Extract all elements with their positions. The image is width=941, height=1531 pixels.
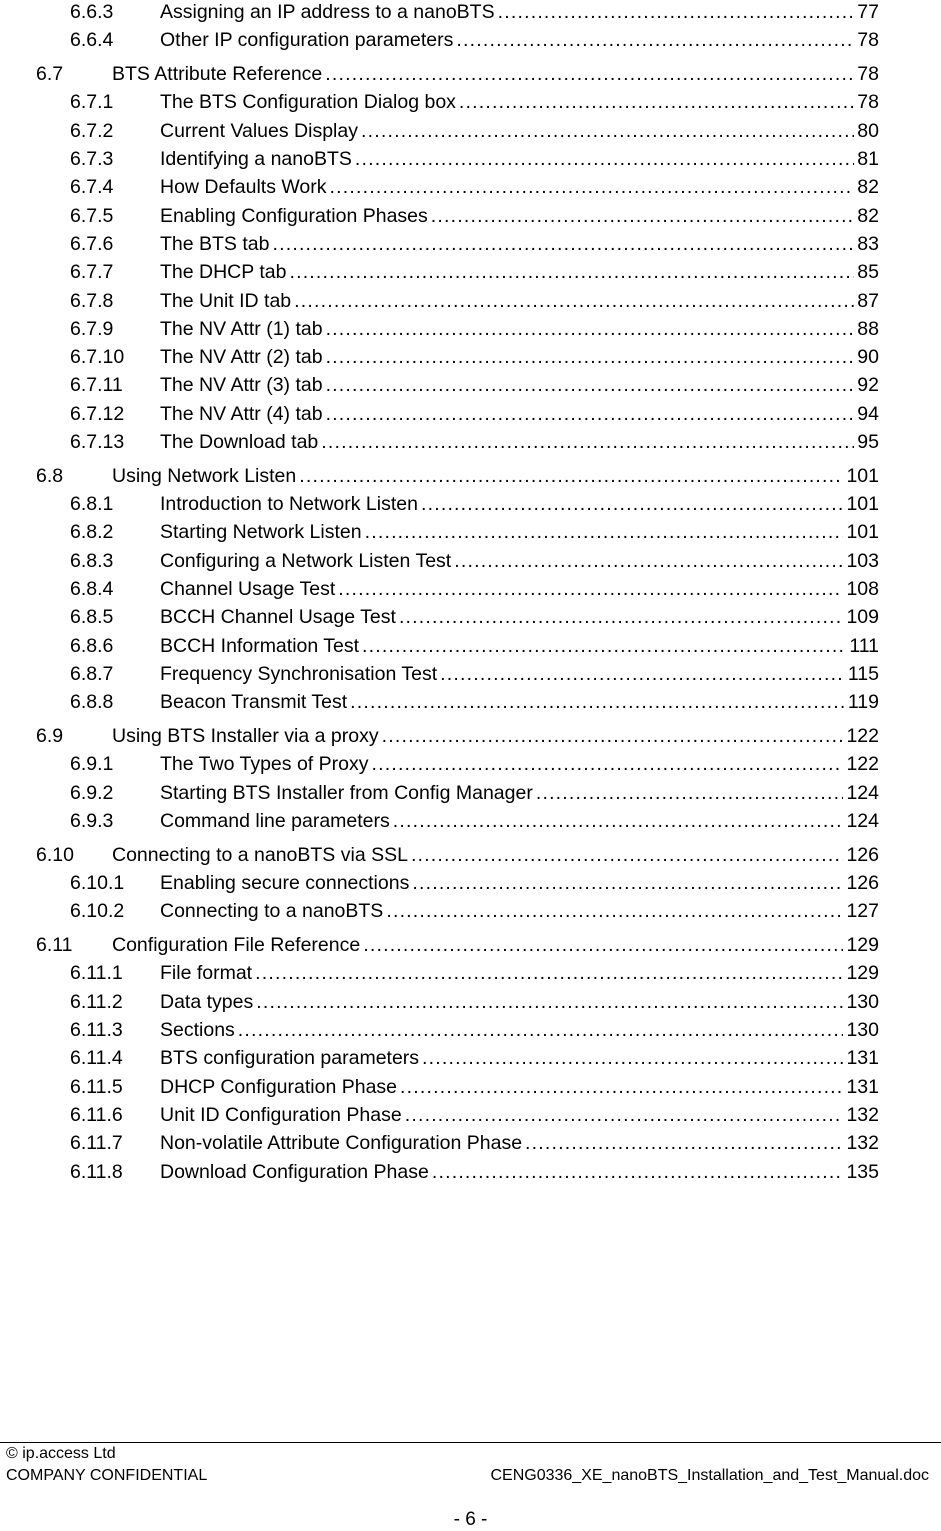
toc-entry-line — [160, 576, 879, 602]
toc-entry-title: Configuring a Network Listen Test — [160, 549, 452, 572]
toc-entry-number: 6.11.3 — [70, 1019, 123, 1041]
toc-dot-leader — [363, 932, 843, 958]
toc-dot-leader — [454, 548, 843, 574]
toc-entry-page: 94 — [857, 402, 879, 425]
toc-dot-leader — [338, 576, 843, 602]
toc-entry-line — [160, 288, 879, 314]
toc-entry-title: Using BTS Installer via a proxy — [112, 725, 379, 747]
toc-entry-line — [160, 89, 879, 115]
toc-entry-title: The Two Types of Proxy — [160, 753, 369, 776]
toc-entry-page: 131 — [846, 1047, 879, 1070]
toc-entry-title: BTS configuration parameters — [160, 1047, 420, 1070]
footer-document-name: CENG0336_XE_nanoBTS_Installation_and_Test_Manual.doc — [490, 1467, 929, 1484]
toc-entry-line — [160, 751, 879, 777]
toc-entry-number: 6.8.6 — [70, 634, 114, 657]
toc-entry[interactable] — [0, 372, 941, 398]
toc-entry-line — [160, 633, 879, 659]
toc-entry-page: 78 — [857, 29, 879, 52]
toc-entry-page: 90 — [857, 346, 879, 369]
toc-entry[interactable] — [0, 870, 941, 896]
toc-entry-title: Enabling Configuration Phases — [160, 204, 428, 227]
toc-entry-title: Starting Network Listen — [160, 521, 362, 544]
toc-entry[interactable] — [0, 751, 941, 777]
toc-entry-page: 103 — [846, 549, 879, 572]
toc-entry-page: 130 — [846, 990, 879, 1013]
toc-dot-leader — [355, 146, 854, 172]
toc-entry-page: 101 — [846, 521, 879, 544]
toc-entry-title: Download Configuration Phase — [160, 1160, 429, 1183]
toc-entry-number: 6.7.3 — [70, 148, 114, 170]
toc-entry-page: 122 — [846, 753, 879, 776]
page-number: - 6 - — [453, 1509, 488, 1530]
toc-dot-leader — [326, 372, 855, 398]
toc-dot-leader — [299, 463, 843, 489]
toc-dot-leader — [371, 751, 843, 777]
toc-entry[interactable] — [0, 932, 941, 958]
toc-dot-leader — [405, 1102, 844, 1128]
toc-entry-line — [160, 203, 879, 229]
toc-entry-page: 122 — [846, 725, 879, 747]
toc-entry-line — [160, 1074, 879, 1100]
toc-entry-title: The NV Attr (2) tab — [160, 346, 323, 369]
toc-entry-title: Assigning an IP address to a nanoBTS — [160, 1, 495, 23]
toc-entry-page: 80 — [857, 119, 879, 142]
toc-entry-title: Connecting to a nanoBTS — [160, 900, 384, 923]
toc-entry[interactable] — [0, 146, 941, 172]
toc-entry-line — [160, 989, 879, 1015]
toc-entry[interactable] — [0, 780, 941, 806]
toc-entry[interactable] — [0, 989, 941, 1015]
toc-dot-leader — [386, 898, 843, 924]
toc-entry-number: 6.7.6 — [70, 232, 114, 255]
toc-dot-leader — [440, 661, 845, 687]
toc-entry-line — [160, 661, 879, 687]
toc-entry-page: 92 — [857, 374, 879, 397]
toc-entry[interactable] — [0, 89, 941, 115]
toc-entry-number: 6.9 — [36, 725, 64, 747]
toc-entry-page: 83 — [857, 232, 879, 255]
toc-entry[interactable] — [0, 604, 941, 630]
toc-entry-number: 6.8.2 — [70, 521, 114, 544]
toc-entry-title: BCCH Information Test — [160, 634, 360, 657]
toc-entry-title: The BTS tab — [160, 232, 270, 255]
toc-entry-title: Connecting to a nanoBTS via SSL — [112, 843, 408, 866]
toc-entry-page: 78 — [857, 63, 879, 86]
toc-dot-leader — [325, 61, 854, 87]
toc-entry-page: 108 — [846, 578, 879, 600]
footer-copyright: © ip.access Ltd — [6, 1445, 116, 1462]
toc-entry-line — [112, 463, 879, 489]
toc-entry-line — [160, 604, 879, 630]
toc-entry-line — [160, 780, 879, 806]
toc-entry-title: The NV Attr (4) tab — [160, 402, 323, 425]
toc-dot-leader — [400, 1074, 843, 1100]
toc-entry-number: 6.11.4 — [70, 1047, 123, 1070]
toc-entry-line — [160, 146, 879, 172]
toc-entry-number: 6.9.1 — [70, 753, 114, 776]
toc-dot-leader — [431, 203, 855, 229]
toc-entry-title: Introduction to Network Listen — [160, 493, 418, 516]
toc-entry-page: 132 — [846, 1103, 879, 1126]
toc-entry[interactable] — [0, 463, 941, 489]
toc-entry-page: 78 — [857, 91, 879, 114]
toc-entry[interactable] — [0, 1017, 941, 1043]
toc-entry-line — [112, 842, 879, 868]
toc-entry-line — [160, 344, 879, 370]
toc-entry-title: Unit ID Configuration Phase — [160, 1103, 402, 1126]
toc-entry-number: 6.6.4 — [70, 29, 114, 52]
toc-entry-page: 81 — [857, 148, 879, 170]
toc-dot-leader — [272, 231, 854, 257]
toc-entry-number: 6.11.2 — [70, 990, 123, 1013]
toc-entry-number: 6.7 — [36, 63, 64, 86]
toc-entry-title: How Defaults Work — [160, 176, 327, 199]
toc-entry-title: Current Values Display — [160, 119, 358, 142]
toc-entry[interactable] — [0, 203, 941, 229]
toc-entry[interactable] — [0, 0, 941, 25]
toc-entry-page: 82 — [857, 204, 879, 227]
toc-entry-line — [160, 401, 879, 427]
toc-entry-page: 115 — [847, 662, 879, 685]
toc-entry-number: 6.10.1 — [70, 872, 125, 894]
toc-entry-number: 6.8 — [36, 464, 64, 487]
toc-entry-page: 82 — [857, 176, 879, 199]
toc-dot-leader — [238, 1017, 844, 1043]
toc-entry-line — [160, 1017, 879, 1043]
toc-entry-page: 111 — [849, 634, 879, 657]
toc-entry-title: The NV Attr (1) tab — [160, 317, 323, 340]
toc-entry-number: 6.8.1 — [70, 493, 114, 516]
toc-dot-leader — [326, 344, 855, 370]
toc-entry-number: 6.7.2 — [70, 119, 114, 142]
toc-entry-title: Beacon Transmit Test — [160, 691, 348, 714]
toc-entry-page: 124 — [846, 781, 879, 804]
toc-dot-leader — [536, 780, 844, 806]
toc-dot-leader — [294, 288, 854, 314]
toc-entry[interactable] — [0, 61, 941, 87]
toc-entry-line — [112, 723, 879, 749]
toc-entry-number: 6.9.2 — [70, 781, 114, 804]
toc-entry-page: 88 — [857, 317, 879, 340]
toc-entry-page: 135 — [846, 1160, 879, 1183]
toc-dot-leader — [255, 960, 843, 986]
toc-entry-line — [160, 1130, 879, 1156]
toc-entry-number: 6.11.6 — [70, 1103, 123, 1126]
toc-entry-number: 6.11.7 — [70, 1132, 123, 1155]
toc-entry[interactable] — [0, 842, 941, 868]
toc-entry-page: 131 — [846, 1075, 879, 1098]
toc-entry-number: 6.11.5 — [70, 1075, 123, 1098]
footer-confidential: COMPANY CONFIDENTIAL — [6, 1467, 208, 1484]
toc-entry-line — [160, 259, 879, 285]
toc-dot-leader — [411, 842, 844, 868]
toc-entry[interactable] — [0, 1074, 941, 1100]
toc-entry-number: 6.7.5 — [70, 204, 114, 227]
toc-entry-number: 6.9.3 — [70, 809, 114, 832]
toc-entry-number: 6.7.1 — [70, 91, 114, 114]
toc-dot-leader — [289, 259, 854, 285]
toc-entry-number: 6.7.10 — [70, 346, 125, 369]
toc-entry-line — [160, 174, 879, 200]
toc-entry-title: The Unit ID tab — [160, 289, 292, 312]
toc-entry-page: 124 — [846, 809, 879, 832]
toc-entry-number: 6.7.9 — [70, 317, 114, 340]
toc-entry-title: Using Network Listen — [112, 464, 297, 487]
toc-entry-number: 6.10 — [36, 843, 74, 866]
toc-entry-line — [160, 491, 879, 517]
toc-entry[interactable] — [0, 231, 941, 257]
toc-dot-leader — [421, 491, 843, 517]
toc-entry-title: Non-volatile Attribute Configuration Phase — [160, 1132, 523, 1155]
toc-entry-page: 109 — [846, 606, 879, 629]
toc-entry-line — [160, 1102, 879, 1128]
toc-entry[interactable] — [0, 1159, 941, 1185]
toc-entry[interactable] — [0, 401, 941, 427]
toc-entry-line — [160, 231, 879, 257]
toc-dot-leader — [365, 519, 844, 545]
toc-entry[interactable] — [0, 633, 941, 659]
toc-entry-number: 6.11.8 — [70, 1160, 123, 1183]
toc-dot-leader — [422, 1045, 843, 1071]
toc-dot-leader — [432, 1159, 844, 1185]
toc-entry[interactable] — [0, 429, 941, 455]
toc-entry-line — [160, 429, 879, 455]
toc-entry-line — [160, 808, 879, 834]
toc-entry-number: 6.10.2 — [70, 900, 125, 923]
toc-entry-line — [112, 61, 879, 87]
toc-entry-page: 130 — [846, 1019, 879, 1041]
toc-entry-number: 6.8.8 — [70, 691, 114, 714]
toc-entry-number: 6.8.4 — [70, 578, 114, 600]
toc-entry[interactable] — [0, 118, 941, 144]
toc-entry-page: 85 — [857, 261, 879, 284]
toc-entry-title: Enabling secure connections — [160, 872, 410, 894]
toc-entry-title: DHCP Configuration Phase — [160, 1075, 398, 1098]
toc-entry[interactable] — [0, 1130, 941, 1156]
toc-entry-line — [160, 372, 879, 398]
toc-entry-line — [160, 0, 879, 25]
toc-dot-leader — [456, 27, 854, 53]
toc-entry-title: BCCH Channel Usage Test — [160, 606, 396, 629]
toc-entry-line — [160, 898, 879, 924]
toc-entry-line — [160, 1159, 879, 1185]
toc-entry[interactable] — [0, 316, 941, 342]
toc-entry-line — [160, 1045, 879, 1071]
toc-entry[interactable] — [0, 288, 941, 314]
toc-entry-line — [112, 932, 879, 958]
toc-entry-page: 126 — [846, 872, 879, 894]
toc-entry-number: 6.8.3 — [70, 549, 114, 572]
toc-dot-leader — [350, 689, 845, 715]
toc-entry-page: 132 — [846, 1132, 879, 1155]
toc-entry-page: 101 — [846, 464, 879, 487]
toc-entry-title: Channel Usage Test — [160, 578, 336, 600]
toc-dot-leader — [326, 316, 855, 342]
toc-entry[interactable] — [0, 1045, 941, 1071]
toc-entry-page: 129 — [846, 962, 879, 985]
toc-entry-title: The NV Attr (3) tab — [160, 374, 323, 397]
toc-entry[interactable] — [0, 689, 941, 715]
toc-entry-title: Command line parameters — [160, 809, 390, 832]
toc-entry[interactable] — [0, 808, 941, 834]
toc-entry-line — [160, 519, 879, 545]
toc-entry[interactable] — [0, 576, 941, 602]
toc-entry-number: 6.7.7 — [70, 261, 114, 284]
toc-entry-page: 87 — [857, 289, 879, 312]
toc-entry-title: BTS Attribute Reference — [112, 63, 323, 86]
toc-entry-number: 6.11 — [36, 934, 73, 957]
toc-entry-title: Identifying a nanoBTS — [160, 148, 352, 170]
toc-entry[interactable] — [0, 1102, 941, 1128]
toc-entry-number: 6.6.3 — [70, 1, 114, 23]
toc-entry-page: 119 — [847, 691, 879, 714]
toc-entry[interactable] — [0, 519, 941, 545]
toc-entry-number: 6.8.5 — [70, 606, 114, 629]
toc-dot-leader — [382, 723, 844, 749]
toc-entry[interactable] — [0, 548, 941, 574]
toc-entry-number: 6.7.4 — [70, 176, 114, 199]
toc-entry-line — [160, 316, 879, 342]
toc-entry[interactable] — [0, 259, 941, 285]
toc-dot-leader — [326, 401, 855, 427]
toc-entry-line — [160, 548, 879, 574]
toc-entry[interactable] — [0, 491, 941, 517]
toc-dot-leader — [459, 89, 854, 115]
toc-entry[interactable] — [0, 960, 941, 986]
toc-dot-leader — [399, 604, 844, 630]
toc-entry[interactable] — [0, 661, 941, 687]
toc-entry[interactable] — [0, 898, 941, 924]
toc-entry[interactable] — [0, 344, 941, 370]
toc-dot-leader — [525, 1130, 843, 1156]
toc-entry-title: Frequency Synchronisation Test — [160, 662, 438, 685]
toc-dot-leader — [256, 989, 843, 1015]
toc-entry-line — [160, 960, 879, 986]
toc-entry-number: 6.7.13 — [70, 431, 125, 453]
toc-dot-leader — [321, 429, 854, 455]
toc-entry-line — [160, 689, 879, 715]
toc-entry-page: 127 — [846, 900, 879, 923]
toc-entry[interactable] — [0, 174, 941, 200]
toc-dot-leader — [498, 0, 855, 25]
toc-entry-number: 6.7.12 — [70, 402, 125, 425]
toc-entry-title: Data types — [160, 990, 254, 1013]
toc-entry-title: File format — [160, 962, 253, 985]
toc-entry-page: 77 — [857, 1, 879, 23]
toc-entry-title: Configuration File Reference — [112, 934, 361, 957]
toc-entry-number: 6.7.11 — [70, 374, 123, 397]
toc-entry-title: Other IP configuration parameters — [160, 29, 454, 52]
toc-entry-page: 126 — [846, 843, 879, 866]
toc-entry-number: 6.8.7 — [70, 662, 114, 685]
toc-dot-leader — [330, 174, 855, 200]
toc-entry-number: 6.11.1 — [70, 962, 123, 985]
footer-divider — [0, 1442, 941, 1443]
toc-entry-title: The DHCP tab — [160, 261, 287, 284]
toc-dot-leader — [362, 633, 846, 659]
toc-entry-title: Starting BTS Installer from Config Manager — [160, 781, 533, 804]
toc-entry-title: The BTS Configuration Dialog box — [160, 91, 456, 114]
toc-entry-line — [160, 118, 879, 144]
toc-entry-line — [160, 870, 879, 896]
toc-entry-page: 101 — [846, 493, 879, 516]
toc-dot-leader — [361, 118, 854, 144]
toc-entry-line — [160, 27, 879, 53]
toc-entry-title: Sections — [160, 1019, 235, 1041]
toc-dot-leader — [412, 870, 843, 896]
toc-entry[interactable] — [0, 723, 941, 749]
toc-entry-number: 6.7.8 — [70, 289, 114, 312]
toc-entry[interactable] — [0, 27, 941, 53]
toc-entry-page: 129 — [846, 934, 879, 957]
toc-entry-title: The Download tab — [160, 431, 319, 453]
toc-dot-leader — [393, 808, 844, 834]
toc-entry-page: 95 — [857, 431, 879, 453]
